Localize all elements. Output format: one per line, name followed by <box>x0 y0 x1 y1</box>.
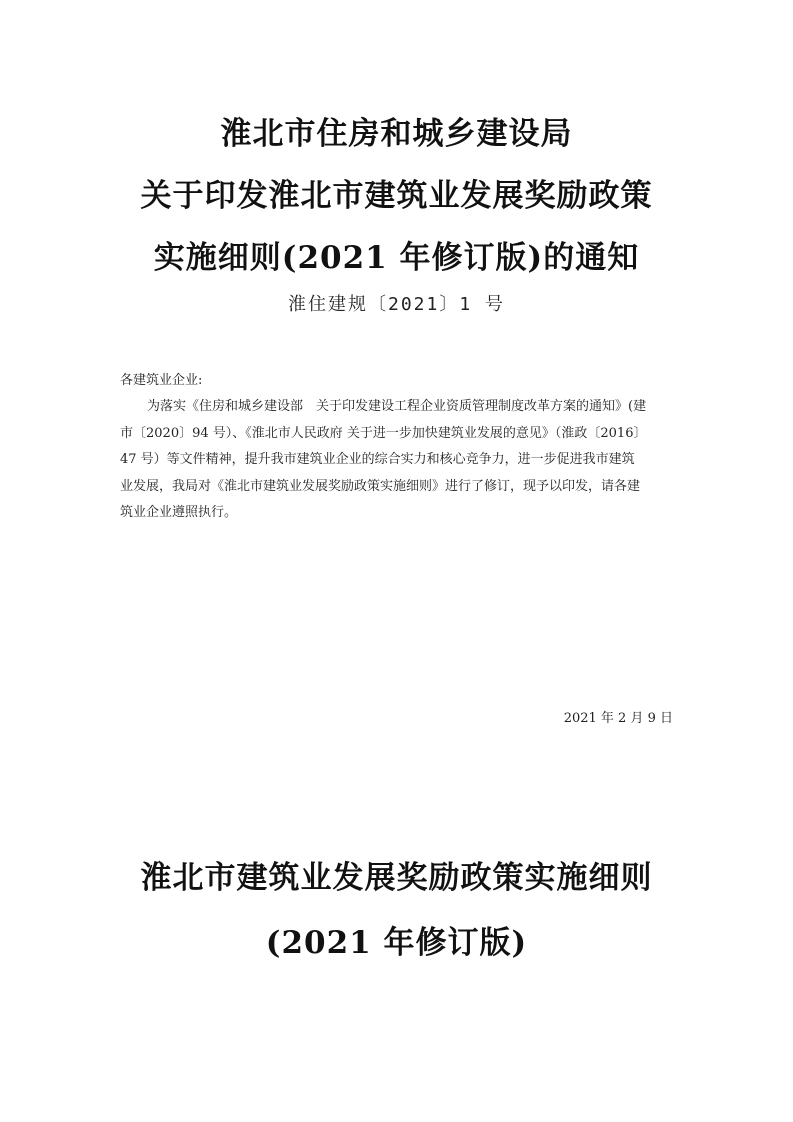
section-title: 淮北市建筑业发展奖励政策实施细则 <box>140 860 653 896</box>
document-number: 淮住建规〔2021〕1 号 <box>287 294 506 315</box>
notice-title-line-3: 实施细则(2021 年修订版)的通知 <box>153 240 640 276</box>
body-line-1: 为落实《住房和城乡建设部 关于印发建设工程企业资质管理制度改革方案的通知》(建 <box>147 399 647 414</box>
notice-title-line-1: 淮北市住房和城乡建设局 <box>220 116 573 152</box>
notice-title-line-2: 关于印发淮北市建筑业发展奖励政策 <box>140 178 653 214</box>
body-line-2: 市〔2020〕94 号）、《淮北市人民政府 关于进一步加快建筑业发展的意见》（淮政〔2016〕 <box>120 425 647 441</box>
body-line-3: 47 号）等文件精神，提升我市建筑业企业的综合实力和核心竞争力，进一步促进我市建筑 <box>120 452 635 467</box>
salutation: 各建筑业企业: <box>120 373 203 388</box>
section-subtitle: (2021 年修订版) <box>265 925 528 961</box>
letter-body <box>120 394 676 527</box>
body-line-4: 业发展，我局对《淮北市建筑业发展奖励政策实施细则》进行了修订，现予以印发，请各建 <box>120 478 641 494</box>
issue-date: 2021 年 2 月 9 日 <box>563 711 673 726</box>
body-line-5: 筑业企业遵照执行。 <box>120 505 238 520</box>
